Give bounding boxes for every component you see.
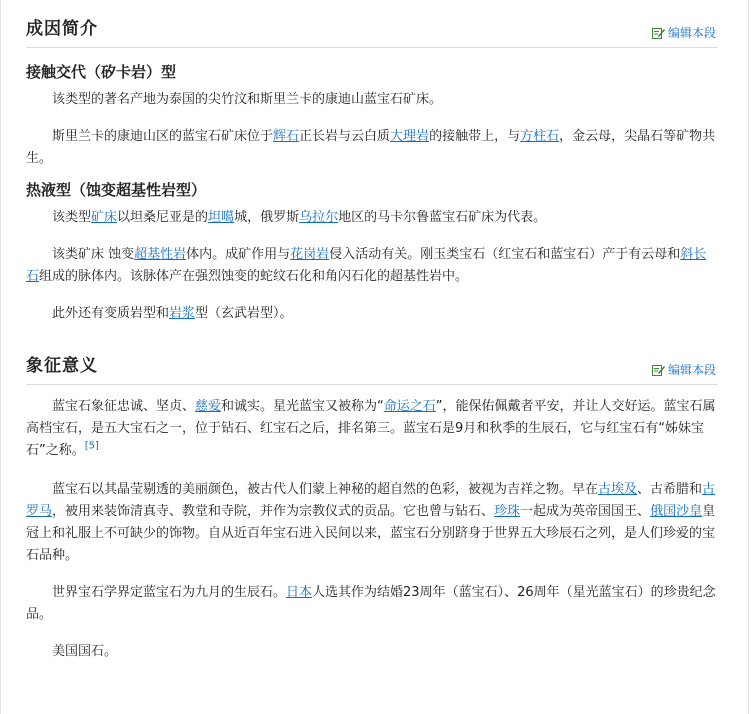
link-stone-of-destiny[interactable]: 命运之石 (383, 399, 436, 414)
paragraph: 世界宝石学界定蓝宝石为九月的生辰石。日本人选其作为结婚23周年（蓝宝石）、26周年（星光蓝宝石）的珍贵纪念品。 (26, 585, 716, 622)
paragraph: 此外还有变质岩型和岩浆型（玄武岩型）。 (52, 306, 293, 321)
link-plagioclase[interactable]: 斜长石 (26, 247, 707, 284)
edit-icon (652, 27, 665, 39)
paragraph: 蓝宝石象征忠诚、坚贞、慈爱和诚实。星光蓝宝又被称为“命运之石”，能保佑佩戴者平安，并让人交好运。蓝宝石属高档宝石，是五大宝石之一，位于钻石、红宝石之后，排名第三。蓝宝石是9月和秋季的生辰石，它与红宝石有“姊妹宝石”之称。[5] (26, 399, 716, 458)
paragraph: 斯里兰卡的康迪山区的蓝宝石矿床位于辉石正长岩与云白质大理岩的接触带上，与方柱石，金云母，尖晶石等矿物共生。 (26, 129, 716, 166)
paragraph: 该类型矿床以坦桑尼亚是的坦噶城，俄罗斯乌拉尔地区的马卡尔鲁蓝宝石矿床为代表。 (52, 210, 547, 225)
link-japan[interactable]: 日本 (286, 585, 313, 600)
section-header-causes (26, 0, 718, 48)
link-kindness[interactable]: 慈爱 (195, 399, 222, 414)
paragraph: 美国国石。 (52, 644, 118, 659)
paragraph: 该类型的著名产地为泰国的尖竹汶和斯里兰卡的康迪山蓝宝石矿床。 (52, 92, 443, 107)
link-ancient-rome[interactable]: 古罗马 (26, 482, 716, 519)
edit-label: 编辑本段 (667, 26, 716, 40)
edit-label: 编辑本段 (667, 363, 716, 377)
paragraph: 该类矿床 蚀变超基性岩体内。成矿作用与花岗岩侵入活动有关。刚玉类宝石（红宝石和蓝宝石）产于有云母和斜长石组成的脉体内。该脉体产在强烈蚀变的蛇纹石化和角闪石化的超基性岩中。 (26, 247, 707, 284)
link-magma[interactable]: 岩浆 (169, 306, 196, 321)
article-content (26, 0, 718, 663)
link-scapolite[interactable]: 方柱石 (520, 129, 560, 144)
link-pyroxene[interactable]: 辉石 (273, 129, 300, 144)
link-pearl[interactable]: 珍珠 (494, 504, 521, 519)
link-granite[interactable]: 花岗岩 (290, 247, 330, 262)
edit-section-link[interactable] (652, 24, 716, 41)
section-header-symbolism (26, 337, 718, 385)
reference-link[interactable]: [5] (84, 440, 99, 452)
edit-icon (652, 364, 665, 376)
section-title: 象征意义 (26, 356, 98, 376)
link-ancient-egypt[interactable]: 古埃及 (598, 482, 638, 497)
edit-section-link[interactable] (652, 361, 716, 378)
subsection-heading: 接触交代（矽卡岩）型 (26, 63, 177, 81)
link-ultrabasic-rock[interactable]: 超基性岩 (134, 247, 187, 262)
link-deposit[interactable]: 矿床 (91, 210, 118, 225)
subsection-heading: 热液型（蚀变超基性岩型） (26, 181, 207, 199)
paragraph: 蓝宝石以其晶莹剔透的美丽颜色，被古代人们蒙上神秘的超自然的色彩，被视为吉祥之物。早在古埃及、古希腊和古罗马，被用来装饰清真寺、教堂和寺院，并作为宗教仪式的贡品。它也曾与钻石、珍珠一起成为英帝国国王、俄国沙皇皇冠上和礼服上不可缺少的饰物。自从近百年宝石进入民间以来，蓝宝石分别跻身于世界五大珍辰石之列，是人们珍爱的宝石品种。 (26, 482, 716, 563)
link-marble[interactable]: 大理岩 (390, 129, 430, 144)
link-ural[interactable]: 乌拉尔 (299, 210, 339, 225)
link-tanga[interactable]: 坦噶 (208, 210, 235, 225)
section-title: 成因简介 (26, 19, 98, 39)
link-russian-tsar[interactable]: 俄国沙皇 (650, 504, 703, 519)
